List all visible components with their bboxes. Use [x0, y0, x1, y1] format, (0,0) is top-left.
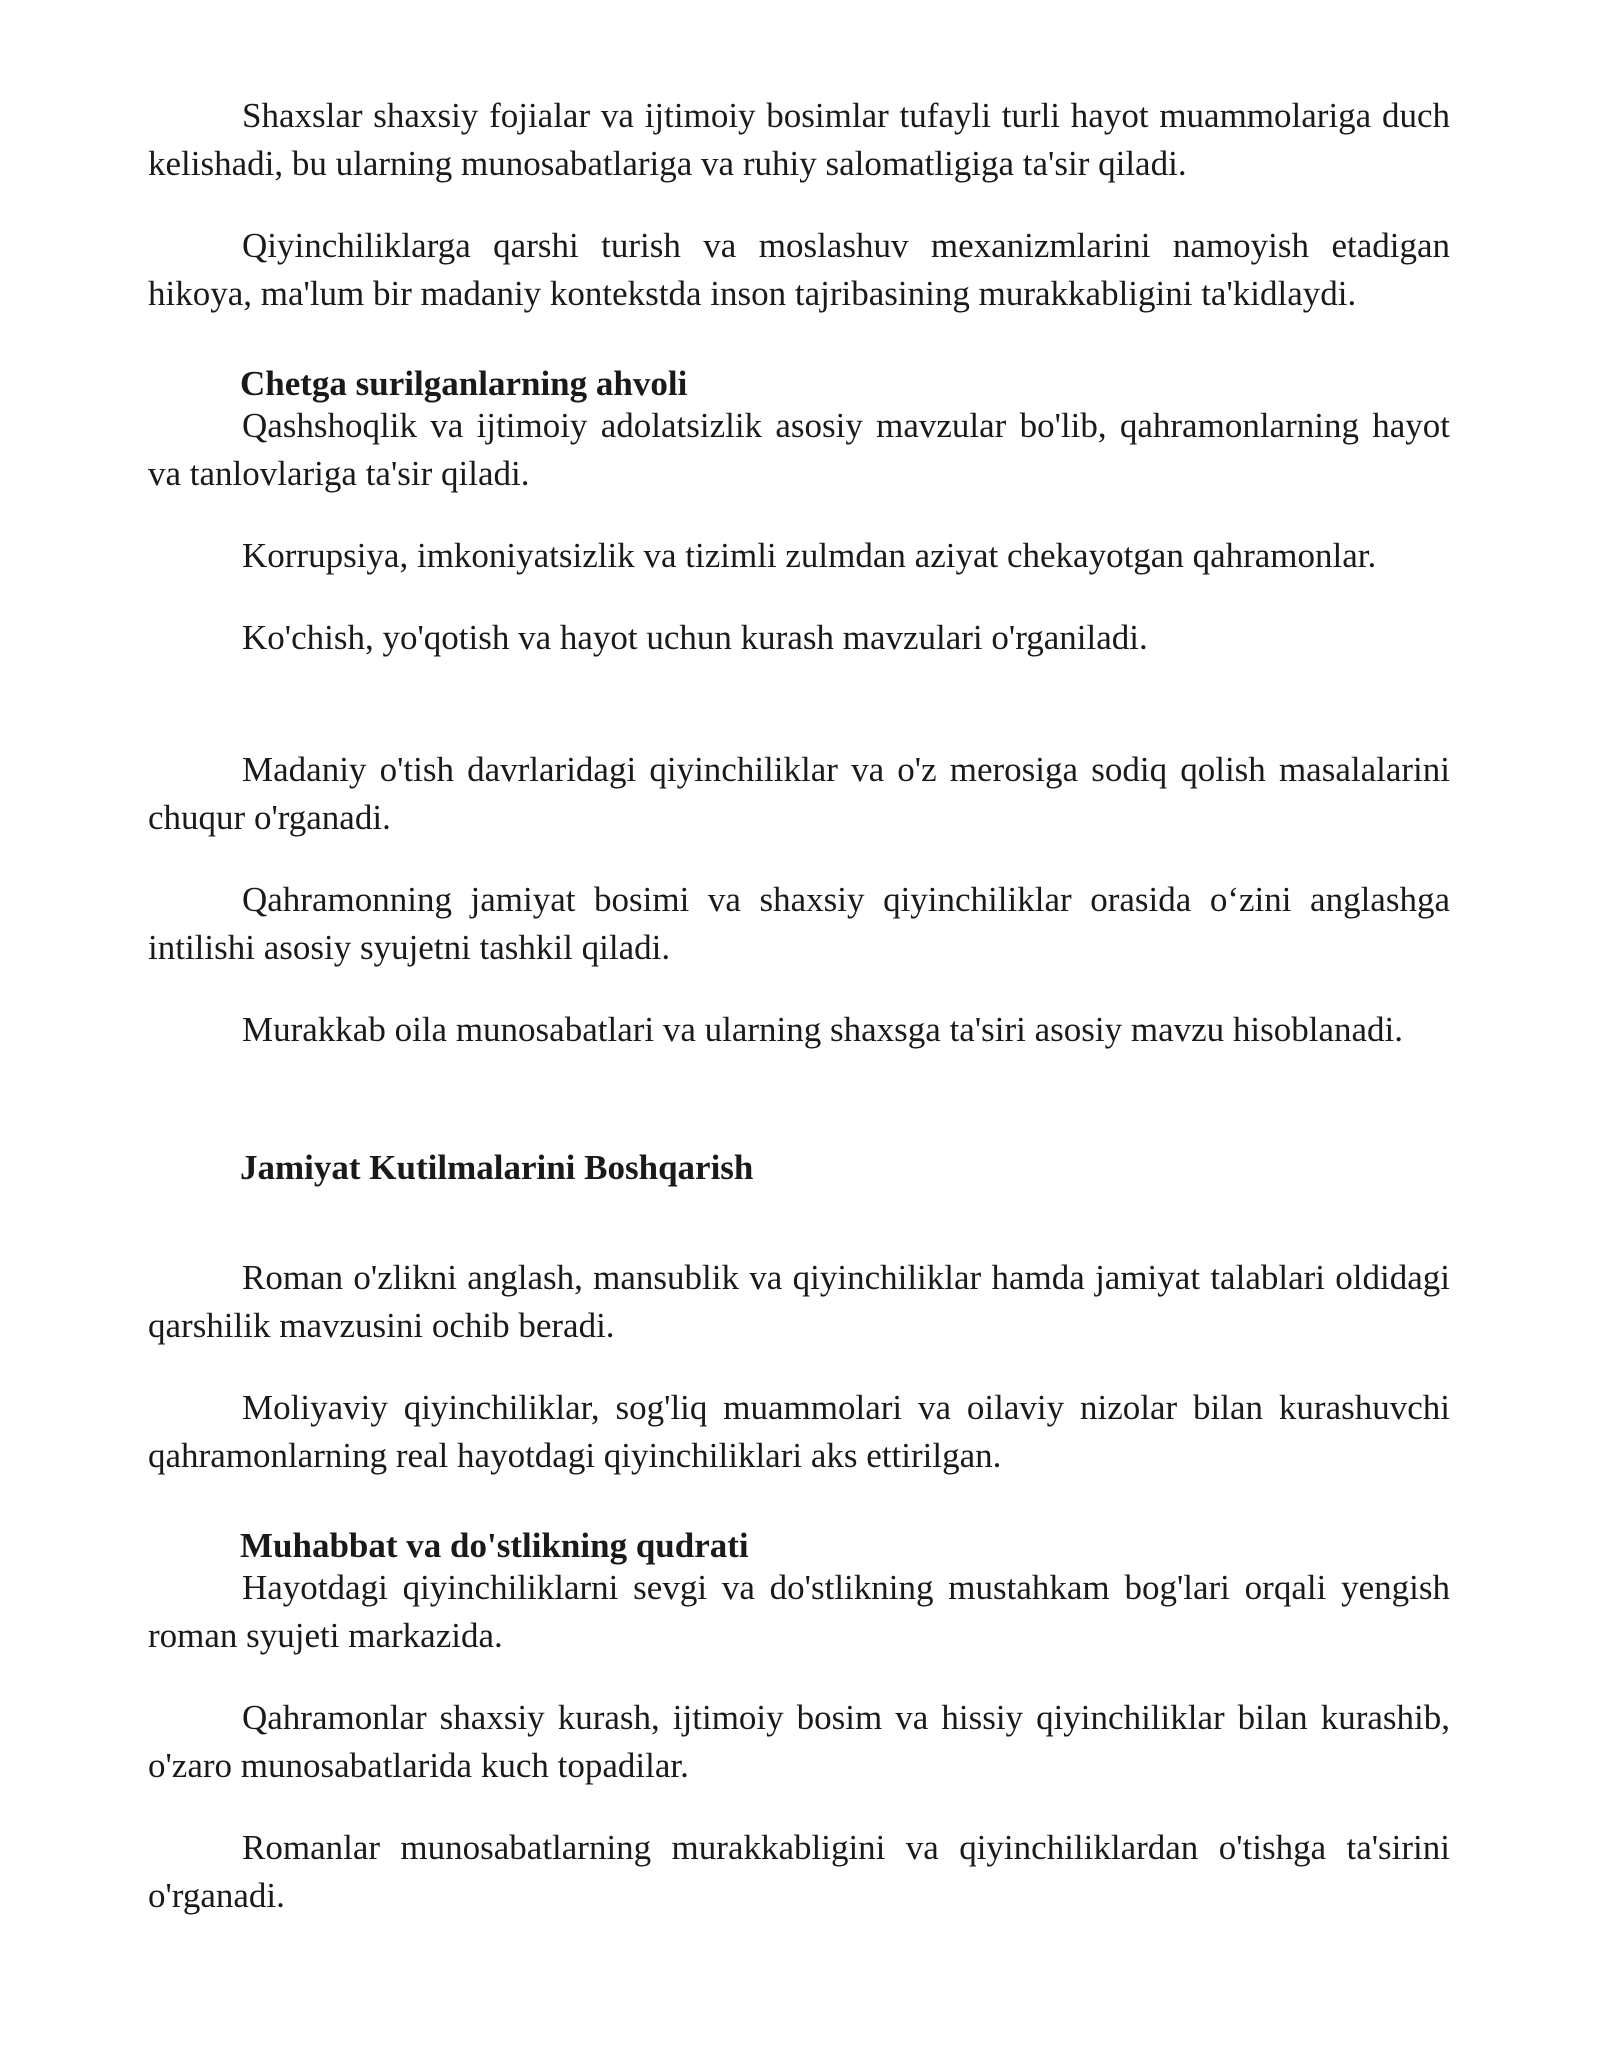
paragraph-financial-difficulties: Moliyaviy qiyinchiliklar, sog'liq muammolari va oilaviy nizolar bilan kurashuvchi qahramonlarning real hayotdagi qiyinchiliklari aks ettirilgan. — [148, 1388, 1450, 1475]
paragraph-relationship-complexity: Romanlar munosabatlarning murakkabligini va qiyinchiliklardan o'tishga ta'sirini o'rganadi. — [148, 1828, 1450, 1915]
heading-marginalized: Chetga surilganlarning ahvoli — [240, 364, 688, 403]
paragraph-corruption: Korrupsiya, imkoniyatsizlik va tizimli zulmdan aziyat chekayotgan qahramonlar. — [242, 536, 1377, 575]
heading-society-expectations: Jamiyat Kutilmalarini Boshqarish — [240, 1148, 754, 1187]
paragraph-family-relations: Murakkab oila munosabatlari va ularning shaxsga ta'siri asosiy mavzu hisoblanadi. — [242, 1010, 1404, 1049]
paragraph-coping-mechanisms: Qiyinchiliklarga qarshi turish va moslashuv mexanizmlarini namoyish etadigan hikoya, ma'lum bir madaniy kontekstda inson tajribasining murakkabligini ta'kidlaydi. — [148, 226, 1450, 313]
paragraph-self-discovery: Qahramonning jamiyat bosimi va shaxsiy qiyinchiliklar orasida o‘zini anglashga intilishi asosiy syujetni tashkil qiladi. — [148, 880, 1450, 967]
paragraph-heroes-struggle: Qahramonlar shaxsiy kurash, ijtimoiy bosim va hissiy qiyinchiliklar bilan kurashib, o'zaro munosabatlarida kuch topadilar. — [148, 1698, 1450, 1785]
paragraph-poverty-injustice: Qashshoqlik va ijtimoiy adolatsizlik asosiy mavzular bo'lib, qahramonlarning hayot va tanlovlariga ta'sir qiladi. — [148, 406, 1450, 493]
paragraph-migration-loss: Ko'chish, yo'qotish va hayot uchun kurash mavzulari o'rganiladi. — [242, 618, 1148, 657]
paragraph-personal-tragedies: Shaxslar shaxsiy fojialar va ijtimoiy bosimlar tufayli turli hayot muammolariga duch kelishadi, bu ularning munosabatlariga va ruhiy salomatligiga ta'sir qiladi. — [148, 96, 1450, 183]
paragraph-cultural-transition: Madaniy o'tish davrlaridagi qiyinchiliklar va o'z merosiga sodiq qolish masalalarini chuqur o'rganadi. — [148, 750, 1450, 837]
paragraph-identity-belonging: Roman o'zlikni anglash, mansublik va qiyinchiliklar hamda jamiyat talablari oldidagi qarshilik mavzusini ochib beradi. — [148, 1258, 1450, 1345]
paragraph-overcoming-love: Hayotdagi qiyinchiliklarni sevgi va do'stlikning mustahkam bog'lari orqali yengish roman syujeti markazida. — [148, 1568, 1450, 1655]
heading-love-friendship: Muhabbat va do'stlikning qudrati — [240, 1526, 749, 1565]
